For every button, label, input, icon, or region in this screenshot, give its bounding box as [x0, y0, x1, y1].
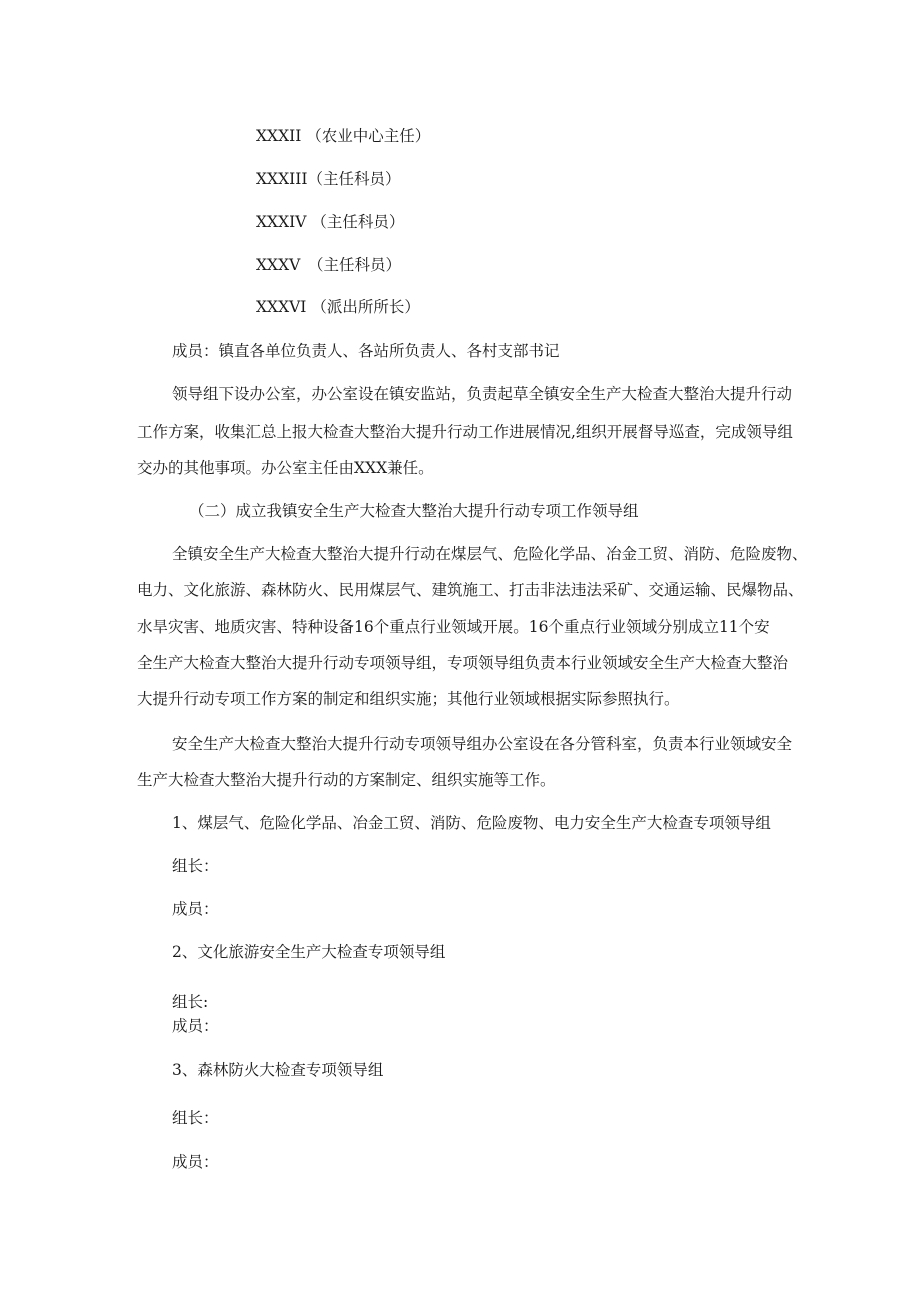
- group-leader-label: 组长：: [172, 857, 219, 875]
- leader-entry: XXXIII（主任科员）: [256, 170, 401, 188]
- group-title: 1、煤层气、危险化学品、冶金工贸、消防、危险废物、电力安全生产大检查专项领导组: [172, 814, 771, 832]
- fields-paragraph-line: 大提升行动专项工作方案的制定和组织实施；其他行业领域根据实际参照执行。: [137, 690, 680, 708]
- leader-entry: XXXVI （派出所所长）: [256, 298, 420, 316]
- group-title: 3、森林防火大检查专项领导组: [172, 1061, 384, 1079]
- group-members-label: 成员：: [172, 1017, 219, 1035]
- fields-paragraph-line: 全镇安全生产大检查大整治大提升行动在煤层气、危险化学品、冶金工贸、消防、危险废物、: [172, 545, 808, 563]
- office-paragraph-line: 工作方案，收集汇总上报大检查大整治大提升行动工作进展情况,组织开展督导巡查，完成领导组: [137, 423, 793, 441]
- leader-entry: XXXIV （主任科员）: [256, 213, 405, 231]
- section-heading: （二）成立我镇安全生产大检查大整治大提升行动专项工作领导组: [189, 502, 639, 520]
- group-title: 2、文化旅游安全生产大检查专项领导组: [172, 943, 446, 961]
- office-paragraph-line: 领导组下设办公室，办公室设在镇安监站，负责起草全镇安全生产大检查大整治大提升行动: [172, 385, 793, 403]
- group-leader-label: 组长:: [172, 993, 209, 1011]
- group-members-label: 成员：: [172, 1153, 219, 1171]
- fields-paragraph-line: 水旱灾害、地质灾害、特种设备16个重点行业领域开展。16个重点行业领域分别成立11个安: [137, 618, 770, 636]
- fields-paragraph-line: 全生产大检查大整治大提升行动专项领导组，专项领导组负责本行业领域安全生产大检查大整治: [137, 654, 789, 672]
- office-paragraph-line: 交办的其他事项。办公室主任由XXX兼任。: [137, 459, 434, 477]
- leader-entry: XXXII （农业中心主任）: [256, 127, 431, 145]
- leader-entry: XXXV （主任科员）: [256, 256, 402, 274]
- members-line: 成员：镇直各单位负责人、各站所负责人、各村支部书记: [172, 342, 560, 360]
- special-office-paragraph-line: 生产大检查大整治大提升行动的方案制定、组织实施等工作。: [137, 771, 556, 789]
- group-members-label: 成员：: [172, 900, 219, 918]
- group-leader-label: 组长：: [172, 1109, 219, 1127]
- special-office-paragraph-line: 安全生产大检查大整治大提升行动专项领导组办公室设在各分管科室，负责本行业领域安全: [172, 735, 793, 753]
- fields-paragraph-line: 电力、文化旅游、森林防火、民用煤层气、建筑施工、打击非法违法采矿、交通运输、民爆物品、: [137, 581, 804, 599]
